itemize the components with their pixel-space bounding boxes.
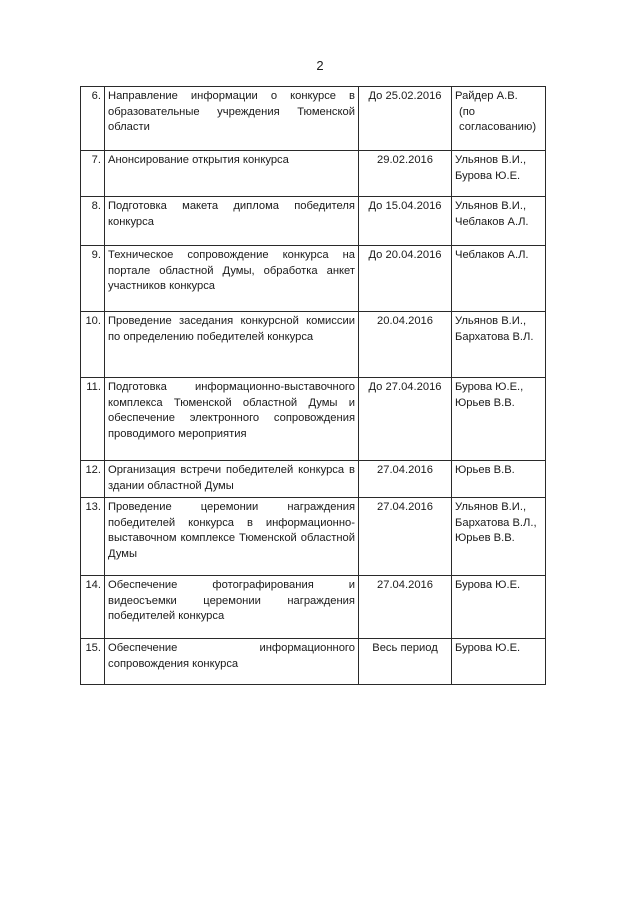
table-row [81, 197, 546, 246]
row-number: 6. [81, 87, 105, 151]
responsible-cell [452, 576, 546, 639]
responsible-person: Бархатова В.Л. [455, 330, 534, 343]
responsible-person: Бархатова В.Л., [455, 516, 537, 529]
task-cell: Подготовка информационно-выставочного комплекса Тюменской областной Думы и обеспечение электронного сопровождения проводимого мероприятия [105, 378, 359, 461]
responsible-person: Ульянов В.И., [455, 315, 527, 327]
deadline-cell: 20.04.2016 [359, 312, 452, 378]
task-cell: Обеспечение фотографирования и видеосъемки церемонии награждения победителей конкурса [105, 576, 359, 639]
table-row [81, 498, 546, 576]
responsible-cell [452, 246, 546, 312]
row-number: 8. [81, 197, 105, 246]
row-number: 7. [81, 151, 105, 197]
event-plan-table [80, 86, 546, 685]
responsible-person: Чеблаков А.Л. [455, 215, 529, 228]
task-cell: Проведение церемонии награждения победителей конкурса в информационно-выставочном комплексе Тюменской областной Думы [105, 498, 359, 576]
row-number: 12. [81, 461, 105, 498]
responsible-cell [452, 151, 546, 197]
table-row [81, 246, 546, 312]
task-cell: Проведение заседания конкурсной комиссии по определению победителей конкурса [105, 312, 359, 378]
responsible-cell [452, 639, 546, 685]
responsible-person: Ульянов В.И., [455, 154, 527, 166]
responsible-person: Бурова Ю.Е. [455, 579, 521, 591]
responsible-cell [452, 461, 546, 498]
row-number: 13. [81, 498, 105, 576]
table-row [81, 378, 546, 461]
task-cell: Анонсирование открытия конкурса [105, 151, 359, 197]
row-number: 15. [81, 639, 105, 685]
table-row [81, 312, 546, 378]
row-number: 9. [81, 246, 105, 312]
responsible-cell [452, 87, 546, 151]
deadline-cell: До 20.04.2016 [359, 246, 452, 312]
responsible-note: (по согласованию) [459, 105, 537, 133]
table-row [81, 576, 546, 639]
responsible-cell [452, 312, 546, 378]
task-cell: Техническое сопровождение конкурса на портале областной Думы, обработка анкет участников конкурса [105, 246, 359, 312]
responsible-cell [452, 498, 546, 576]
task-cell: Обеспечение информационного сопровождения конкурса [105, 639, 359, 685]
responsible-person: Юрьев В.В. [455, 464, 515, 476]
responsible-person: Ульянов В.И., [455, 501, 527, 513]
deadline-cell: До 15.04.2016 [359, 197, 452, 246]
deadline-cell: До 25.02.2016 [359, 87, 452, 151]
deadline-cell: 29.02.2016 [359, 151, 452, 197]
responsible-person: Бурова Ю.Е. [455, 642, 521, 654]
table-row [81, 151, 546, 197]
row-number: 14. [81, 576, 105, 639]
responsible-cell [452, 378, 546, 461]
responsible-person: Чеблаков А.Л. [455, 249, 529, 261]
row-number: 10. [81, 312, 105, 378]
row-number: 11. [81, 378, 105, 461]
deadline-cell: 27.04.2016 [359, 576, 452, 639]
table-row [81, 461, 546, 498]
responsible-person: Юрьев В.В. [455, 532, 515, 544]
responsible-person: Бурова Ю.Е., [455, 381, 524, 393]
responsible-person: Ульянов В.И., [455, 200, 527, 212]
table-row [81, 639, 546, 685]
responsible-person: Бурова Ю.Е. [455, 169, 521, 182]
responsible-person: Юрьев В.В. [455, 396, 515, 409]
deadline-cell: До 27.04.2016 [359, 378, 452, 461]
table-row [81, 87, 546, 151]
deadline-cell: 27.04.2016 [359, 498, 452, 576]
deadline-cell: 27.04.2016 [359, 461, 452, 498]
deadline-cell: Весь период [359, 639, 452, 685]
task-cell: Организация встречи победителей конкурса в здании областной Думы [105, 461, 359, 498]
responsible-person: Райдер А.В. [455, 90, 518, 102]
responsible-cell [452, 197, 546, 246]
task-cell: Подготовка макета диплома победителя конкурса [105, 197, 359, 246]
page-number: 2 [316, 58, 324, 73]
task-cell: Направление информации о конкурсе в образовательные учреждения Тюменской области [105, 87, 359, 151]
